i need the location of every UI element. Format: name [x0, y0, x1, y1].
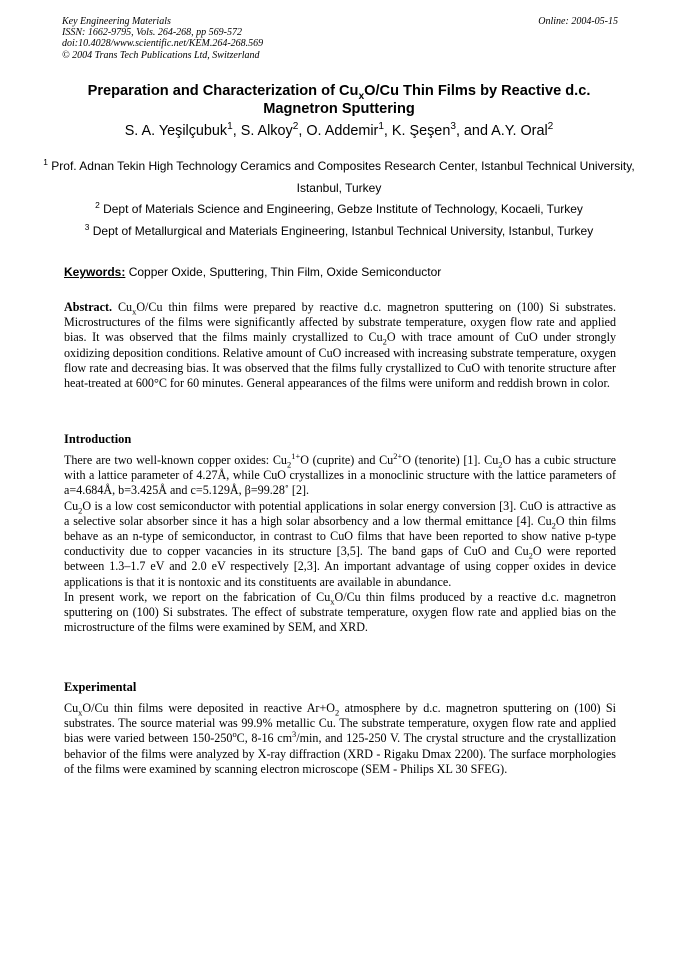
affiliation-mark: 2 [292, 121, 299, 133]
superscript: 1+ [291, 450, 301, 461]
affiliation-list [40, 156, 638, 242]
intro-text: There are two well-known copper oxides: Cu [64, 453, 287, 467]
author-name: , S. Alkoy [232, 123, 293, 139]
keywords-text: Copper Oxide, Sputtering, Thin Film, Oxide Semiconductor [125, 265, 442, 279]
intro-text: O (cuprite) and Cu [300, 453, 394, 467]
subscript: 2 [498, 459, 503, 470]
title-subscript: x [358, 90, 365, 102]
author-name: S. A. Yeşilçubuk [124, 123, 228, 139]
exp-text: O/Cu thin films were deposited in reactive Ar+O [82, 701, 336, 715]
intro-text: O/Cu thin films produced by a reactive d.c. magnetron sputtering on (100) Si substrates. The effect of substrate temperature, oxygen flow rate and applied bias on the microstructure of the films were examined by SEM, and XRD. [64, 589, 617, 635]
title-part: O/Cu Thin Films by Reactive d.c. Magnetron Sputtering [263, 83, 591, 117]
intro-text: O is a low cost semiconductor with potential applications in solar energy conversion [3]. CuO is attractive as a selective solar absorber since it has a high solar absorbency and a low thermal emittance [4]. Cu [64, 498, 616, 528]
intro-text: In present work, we report on the fabrication of Cu [64, 589, 331, 604]
affiliation-text: Prof. Adnan Tekin High Technology Ceramics and Composites Research Center, Istanbul Technical University, Istanbul, Turkey [47, 159, 635, 195]
subscript: 2 [335, 707, 340, 718]
online-date: Online: 2004-05-15 [538, 16, 618, 27]
journal-header [62, 16, 618, 61]
abstract-text: Cu [112, 300, 133, 314]
affiliation-item [40, 156, 638, 199]
intro-text: O (tenorite) [1]. Cu [402, 453, 499, 467]
exp-text: C, 8-16 cm [236, 731, 293, 746]
experimental-body [64, 701, 616, 777]
author-list [40, 122, 638, 140]
intro-paragraph [64, 450, 616, 499]
subscript: 2 [382, 336, 387, 347]
affiliation-item [40, 221, 638, 243]
author-name: , O. Addemir [298, 123, 379, 139]
superscript: 3 [292, 729, 297, 740]
subscript: 2 [528, 550, 533, 561]
abstract-text: O/Cu thin films were prepared by reactive d.c. magnetron sputtering on (100) Si substrates. Microstructures of the films were significantly affected by substrate temperature, oxygen flow rate and applied bias. It was observed that the films mainly crystallized to Cu [64, 300, 617, 345]
exp-text: Cu [64, 701, 79, 715]
affiliation-item [40, 199, 638, 221]
abstract-label: Abstract. [64, 300, 113, 314]
affiliation-mark: 1 [43, 157, 48, 167]
subscript: 2 [551, 520, 556, 531]
superscript: o [232, 729, 237, 740]
subscript: x [78, 707, 83, 718]
exp-text: atmosphere by d.c. magnetron sputtering on (100) Si substrates. The source material was 99.9% metallic Cu. The substrate temperature, oxygen flow rate and applied bias were varied between 150-250 [64, 701, 616, 746]
author-name: , K. Şeşen [383, 123, 451, 139]
copyright-line: © 2004 Trans Tech Publications Ltd, Switzerland [62, 49, 260, 61]
intro-paragraph [64, 590, 616, 636]
subscript: 2 [78, 505, 83, 516]
intro-text: Cu [64, 498, 79, 513]
affiliation-mark: 3 [450, 121, 456, 133]
intro-text: O has a cubic structure with a lattice parameter of 4.27Å, while CuO crystallizes in a monoclinic structure with the lattice parameters of a=4.684Å, b=3.425Å and c=5.129Å, β=99.28˚ [2]. [64, 453, 616, 498]
affiliation-text: Dept of Metallurgical and Materials Engineering, Istanbul Technical University, Istanbul, Turkey [89, 223, 594, 238]
abstract-text: O with trace amount of CuO under strongly oxidizing deposition conditions. Relative amount of CuO increased with increasing substrate temperature, oxygen flow rate and decreasing bias. It was observed that the films fully crystallized to CuO with tenorite structure after heat-treated at 600°C for 60 minutes. General appearances of the films were uniform and reddish brown in color. [64, 330, 616, 391]
affiliation-mark: 3 [84, 221, 90, 232]
intro-text: O thin films behave as an n-type of semiconductor, in contrast to CuO films that have been reported to show native p-type conductivity due to copper vacancies in its structure [3,5]. The band gaps of CuO and Cu [64, 513, 616, 559]
journal-name: Key Engineering Materials [62, 16, 171, 27]
intro-paragraph [64, 499, 616, 590]
exp-text: /min, and 125-250 V. The crystal structure and the crystallization behavior of the films were analyzed by X-ray diffraction (XRD - Rigaku Dmax 2200). The surface morphologies of the films were examined by scanning electron microscope (SEM - Philips XL 30 SFEG). [64, 731, 617, 776]
keywords-label: Keywords: [64, 265, 126, 279]
subscript: x [132, 306, 137, 317]
author-name: , and A.Y. Oral [455, 123, 548, 139]
doi-line: doi:10.4028/www.scientific.net/KEM.264-268.569 [62, 38, 264, 50]
affiliation-mark: 1 [378, 121, 384, 133]
affiliation-mark: 2 [547, 121, 554, 133]
issn-line: ISSN: 1662-9795, Vols. 264-268, pp 569-572 [62, 27, 242, 39]
subscript: 2 [286, 459, 292, 470]
abstract-paragraph [64, 300, 616, 391]
superscript: 2+ [393, 450, 403, 461]
affiliation-text: Dept of Materials Science and Engineering, Gebze Institute of Technology, Kocaeli, Turkey [99, 202, 583, 216]
affiliation-mark: 2 [95, 200, 100, 210]
affiliation-mark: 1 [227, 121, 233, 133]
subscript: x [330, 596, 335, 607]
paper-title [50, 82, 628, 118]
introduction-body [64, 450, 617, 635]
title-part: Preparation and Characterization of Cu [87, 83, 359, 99]
experimental-heading: Experimental [64, 680, 137, 694]
keywords-line [64, 264, 618, 280]
intro-text: O were reported between 1.3–1.7 eV and 2.0 eV respectively [2,3]. An important advantage of using copper oxides in device applications is that it is nontoxic and its constituents are available in abundance. [64, 544, 616, 589]
introduction-heading: Introduction [64, 432, 132, 446]
